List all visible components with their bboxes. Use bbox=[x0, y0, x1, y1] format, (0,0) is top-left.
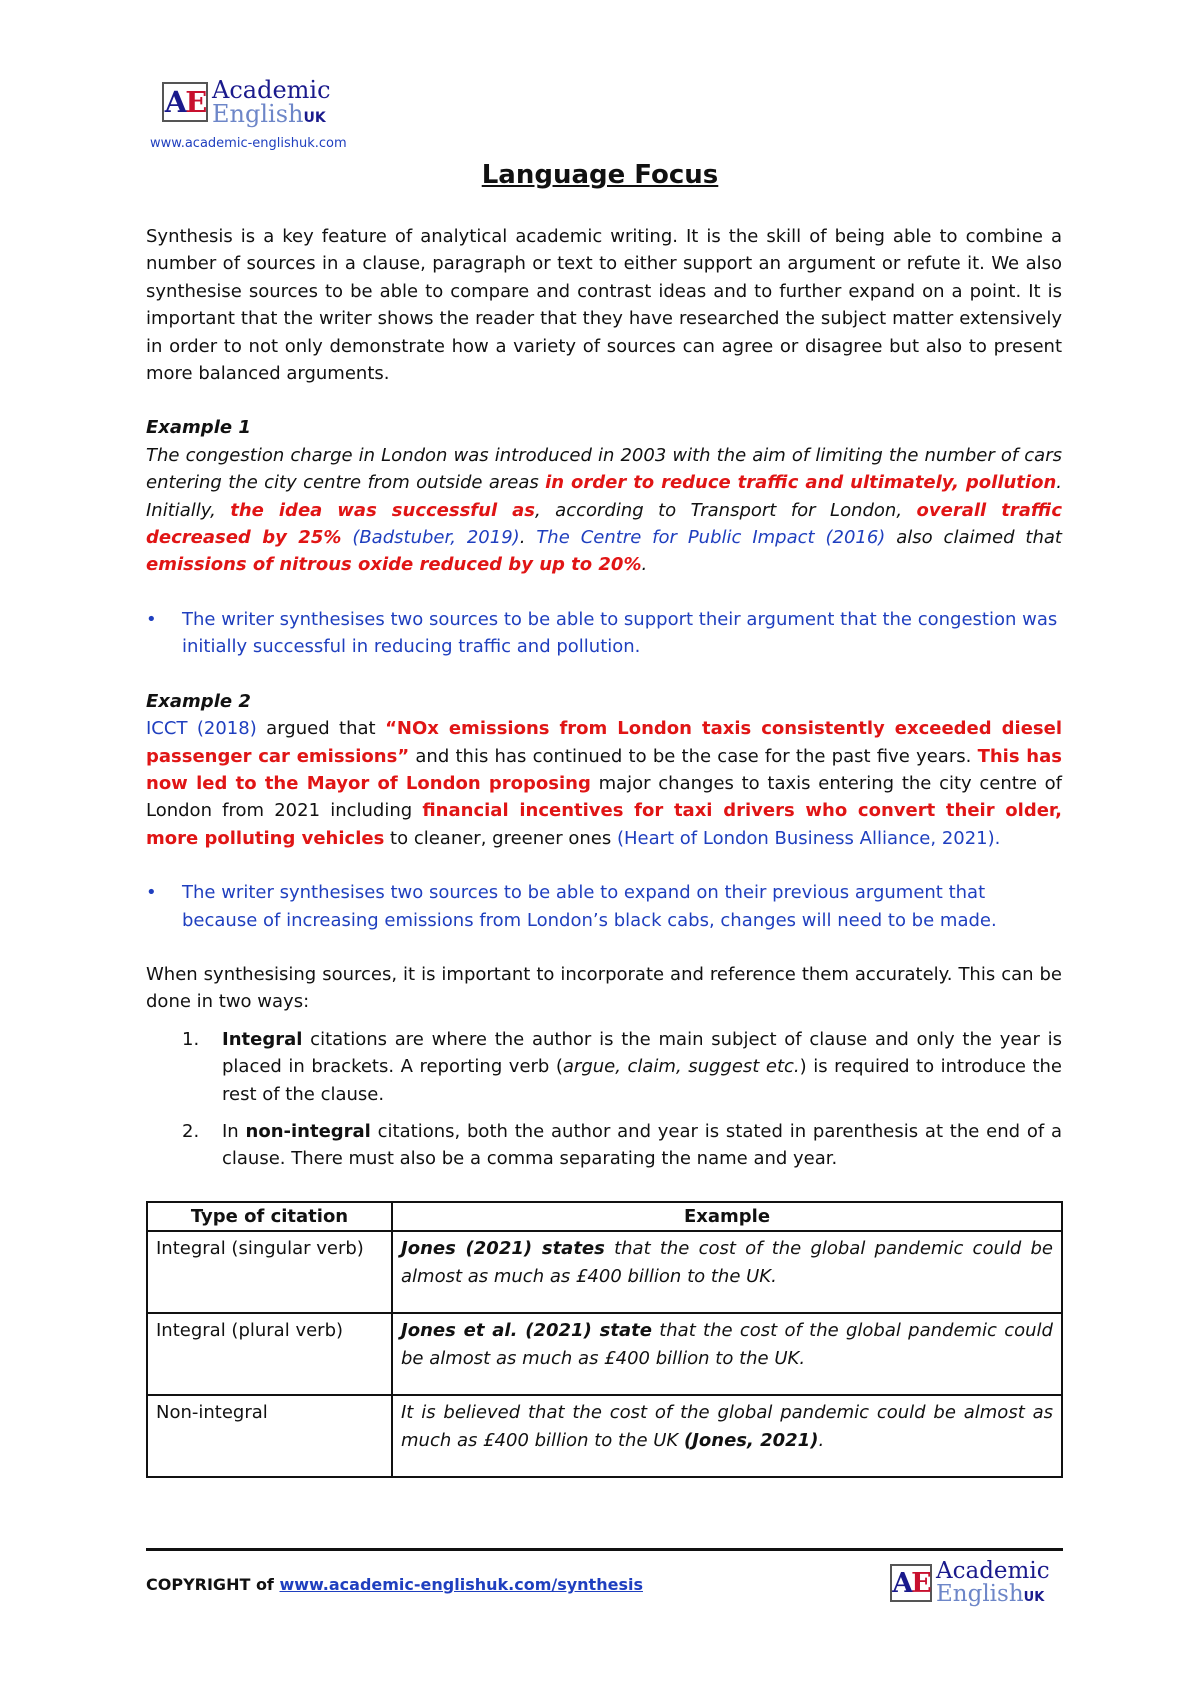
logo-line-english bbox=[212, 102, 331, 126]
example-2-bullet bbox=[146, 879, 1062, 934]
list-number: 2. bbox=[182, 1120, 200, 1142]
ex2-text: argued that bbox=[256, 718, 386, 740]
logo-wordmark bbox=[936, 1560, 1050, 1606]
footer-copyright bbox=[146, 1575, 643, 1594]
ae-logo-mark bbox=[162, 82, 208, 122]
ex1-highlight: in order to reduce traffic and ultimately, pollution bbox=[545, 472, 1057, 494]
table-cell-example bbox=[392, 1231, 1062, 1313]
list-item bbox=[182, 1026, 1062, 1108]
ex2-citation: ICCT (2018) bbox=[146, 718, 257, 740]
logo-uk: UK bbox=[1023, 1590, 1045, 1605]
ex1-highlight: overall traffic decreased by 25% bbox=[146, 499, 1062, 549]
document-body bbox=[146, 223, 1062, 1173]
example-text: . bbox=[818, 1429, 825, 1451]
bullet-icon: • bbox=[146, 882, 157, 904]
example-citation: Jones et al. (2021) state bbox=[401, 1320, 652, 1342]
list-text: citations are where the author is the main subject of clause and only the year is placed in brackets. A reporting verb ( bbox=[222, 1028, 1062, 1078]
table-row bbox=[147, 1395, 1062, 1477]
list-italic: argue, claim, suggest etc. bbox=[562, 1056, 800, 1078]
table-cell-example bbox=[392, 1395, 1062, 1477]
column-header: Example bbox=[392, 1202, 1062, 1231]
example-1-bullet-text: The writer synthesises two sources to be able to support their argument that the congestion was initially successful in reducing traffic and pollution. bbox=[182, 608, 1058, 658]
ex2-highlight: “NOx emissions from London taxis consistently exceeded diesel passenger car emissions” bbox=[146, 718, 1062, 767]
logo-wordmark bbox=[212, 78, 331, 126]
example-text: that the cost of the global pandemic could be almost as much as £400 billion to the UK. bbox=[401, 1320, 1053, 1369]
ex2-highlight: This has now led to the Mayor of London proposing bbox=[146, 745, 1062, 794]
ex1-text: also claimed that bbox=[885, 527, 1062, 549]
list-text: In bbox=[222, 1120, 246, 1142]
ex1-text: . bbox=[641, 554, 648, 576]
table-header-row bbox=[147, 1202, 1062, 1231]
footer-link[interactable]: www.academic-englishuk.com/synthesis bbox=[279, 1575, 643, 1594]
table-row bbox=[147, 1231, 1062, 1313]
example-citation: (Jones, 2021) bbox=[683, 1429, 819, 1451]
example-1-heading: Example 1 bbox=[146, 417, 251, 439]
ex1-text: . bbox=[519, 527, 537, 549]
ex2-text: major changes to taxis entering the city centre of London from 2021 including bbox=[146, 772, 1062, 822]
header-site-url[interactable]: www.academic-englishuk.com bbox=[150, 136, 347, 151]
citation-types-list bbox=[146, 1026, 1062, 1173]
list-number: 1. bbox=[182, 1028, 200, 1050]
table-cell-type: Non-integral bbox=[147, 1395, 392, 1477]
logo-english: English bbox=[212, 100, 304, 128]
table-cell-type: Integral (singular verb) bbox=[147, 1231, 392, 1313]
footer-divider bbox=[146, 1548, 1063, 1551]
logo-line-english bbox=[936, 1583, 1050, 1606]
citation-table bbox=[146, 1201, 1063, 1478]
table-row bbox=[147, 1313, 1062, 1395]
example-text: that the cost of the global pandemic could be almost as much as £400 billion to the UK. bbox=[401, 1238, 1054, 1287]
ex1-text: The congestion charge in London was introduced in 2003 with the aim of limiting the number of cars entering the city centre from outside areas bbox=[146, 444, 1062, 494]
ex1-text: , according to Transport for London, bbox=[534, 499, 917, 521]
academic-english-uk-logo[interactable] bbox=[162, 78, 331, 126]
ex1-highlight: emissions of nitrous oxide reduced by up to 20% bbox=[146, 554, 642, 576]
logo-mark-e: E bbox=[911, 1567, 930, 1599]
logo-mark-a: A bbox=[892, 1567, 912, 1599]
logo-mark-a: A bbox=[164, 85, 186, 119]
table-cell-example bbox=[392, 1313, 1062, 1395]
synthesis-paragraph: When synthesising sources, it is important to incorporate and reference them accurately. This can be done in two ways: bbox=[146, 963, 1062, 1013]
example-2-bullet-text: The writer synthesises two sources to be able to expand on their previous argument that because of increasing emissions from London’s black cabs, changes will need to be made. bbox=[182, 882, 997, 931]
ex2-highlight: financial incentives for taxi drivers who convert their older, more polluting vehicles bbox=[146, 800, 1062, 849]
ex2-text: to cleaner, greener ones bbox=[384, 827, 617, 849]
logo-line-academic: Academic bbox=[212, 76, 331, 104]
ex1-text: . Initially, bbox=[146, 472, 1062, 521]
ex1-text bbox=[341, 527, 352, 548]
logo-uk: UK bbox=[303, 110, 326, 126]
logo-mark-e: E bbox=[185, 85, 206, 119]
ae-logo-mark bbox=[890, 1564, 932, 1602]
list-text: ) is required to introduce the rest of the clause. bbox=[222, 1056, 1063, 1105]
logo-english: English bbox=[936, 1581, 1024, 1607]
footer-logo[interactable] bbox=[890, 1560, 1050, 1606]
list-item bbox=[182, 1118, 1062, 1173]
column-header: Type of citation bbox=[147, 1202, 392, 1231]
list-term: non-integral bbox=[245, 1120, 371, 1142]
table-cell-type: Integral (plural verb) bbox=[147, 1313, 392, 1395]
logo-line-academic: Academic bbox=[936, 1558, 1050, 1584]
intro-paragraph: Synthesis is a key feature of analytical academic writing. It is the skill of being able to combine a number of sources in a clause, paragraph or text to either support an argument or refute it. We also synthesise sources to be able to compare and contrast ideas and to further expand on a point. It is important that the writer shows the reader that they have researched the subject matter extensively in order to not only demonstrate how a variety of sources can agree or disagree but also to present more balanced arguments. bbox=[146, 226, 1062, 385]
example-2-heading: Example 2 bbox=[146, 690, 251, 712]
ex1-highlight: the idea was successful as bbox=[230, 499, 535, 521]
ex2-text: and this has continued to be the case for the past five years. bbox=[409, 745, 978, 767]
example-2-paragraph bbox=[146, 715, 1062, 852]
ex2-citation: (Heart of London Business Alliance, 2021). bbox=[616, 827, 1001, 849]
example-citation: Jones (2021) states bbox=[401, 1238, 605, 1260]
ex1-citation: (Badstuber, 2019) bbox=[352, 527, 520, 549]
list-text: citations, both the author and year is stated in parenthesis at the end of a clause. There must also be a comma separating the name and year. bbox=[222, 1120, 1062, 1170]
example-1-paragraph bbox=[146, 442, 1062, 579]
page-title: Language Focus bbox=[481, 160, 719, 190]
ex1-citation: The Centre for Public Impact (2016) bbox=[536, 527, 886, 549]
list-term: Integral bbox=[222, 1028, 303, 1050]
copyright-label: COPYRIGHT of bbox=[146, 1575, 280, 1594]
bullet-icon: • bbox=[146, 608, 157, 630]
example-1-bullet bbox=[146, 606, 1062, 661]
example-text: It is believed that the cost of the global pandemic could be almost as much as £400 billion to the UK bbox=[401, 1402, 1053, 1451]
